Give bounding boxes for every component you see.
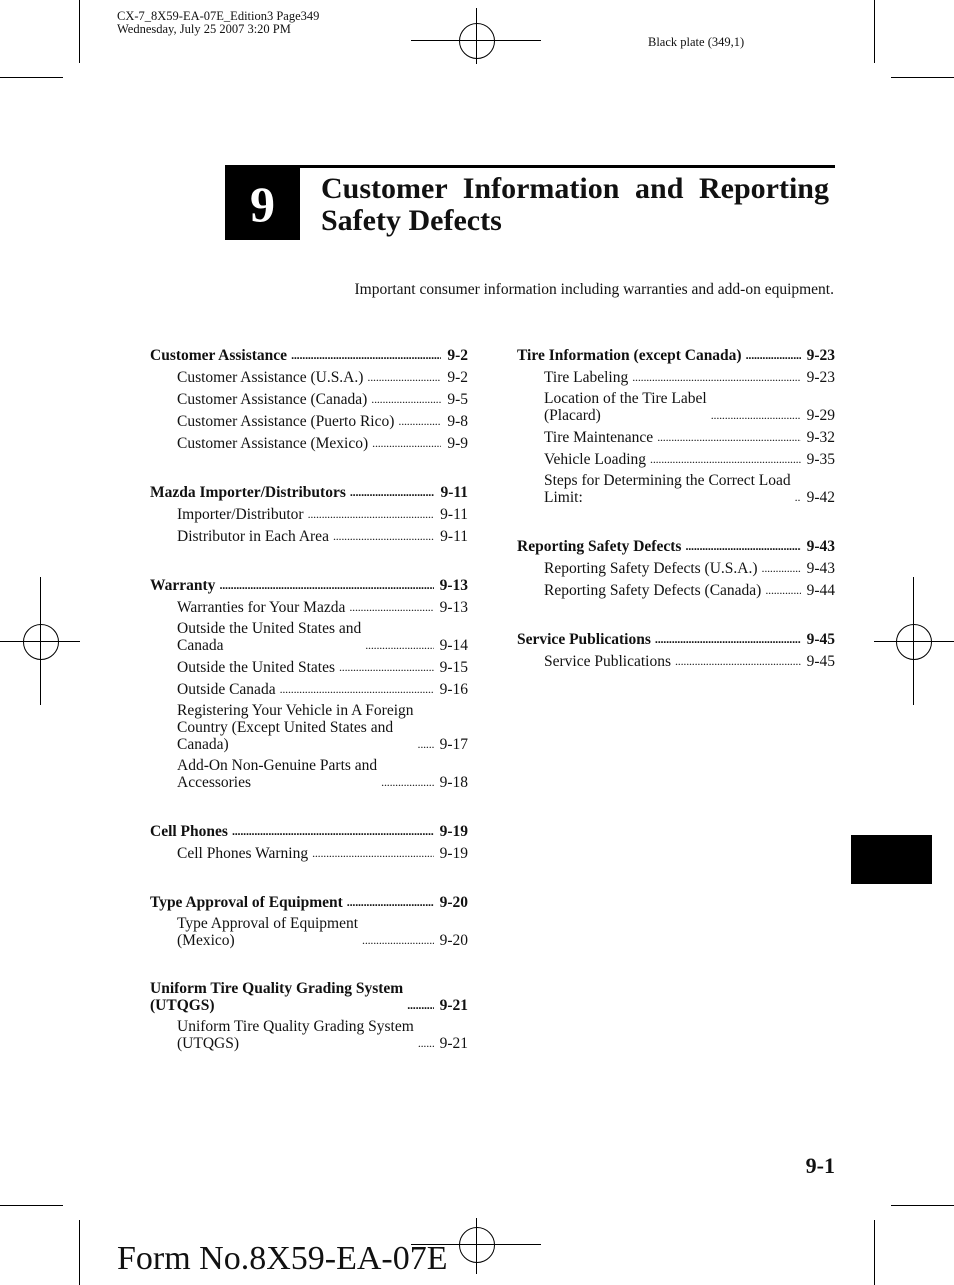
toc-right-column: [517, 345, 835, 700]
toc-entry-page: 9-9: [447, 435, 468, 452]
dot-leader: [381, 773, 433, 791]
toc-entry-page: 9-17: [439, 736, 468, 753]
toc-entry-title: Tire Maintenance: [544, 429, 654, 446]
toc-section: [150, 979, 468, 1052]
toc-entry-title: Vehicle Loading: [544, 451, 647, 468]
toc-entry-page: 9-35: [806, 451, 835, 468]
toc-entry-title: Customer Assistance (Puerto Rico): [177, 413, 395, 430]
toc-entry-page: 9-14: [439, 637, 468, 654]
toc-entry[interactable]: [150, 505, 468, 523]
toc-entry[interactable]: [150, 844, 468, 862]
toc-entry[interactable]: [517, 390, 835, 424]
toc-section-page: 9-43: [806, 538, 835, 555]
dot-leader: [746, 346, 801, 364]
dot-leader: [308, 505, 435, 523]
toc-entry-title: Outside the United States: [177, 659, 335, 676]
toc-entry[interactable]: [150, 390, 468, 408]
dot-leader: [232, 822, 434, 840]
dot-leader: [655, 630, 801, 648]
plate-info: Black plate (349,1): [648, 35, 745, 49]
dot-leader: [711, 406, 801, 424]
date-info: Wednesday, July 25 2007 3:20 PM: [117, 22, 291, 36]
toc-entry[interactable]: [150, 598, 468, 616]
toc-entry-page: 9-8: [447, 413, 468, 430]
toc-section-heading[interactable]: [150, 575, 468, 594]
toc-entry[interactable]: [150, 658, 468, 676]
dot-leader: [350, 483, 435, 501]
toc-entry-page: 9-5: [447, 391, 468, 408]
toc-section-page: 9-45: [806, 631, 835, 648]
toc-section-heading[interactable]: [517, 345, 835, 364]
toc-section-heading[interactable]: [150, 482, 468, 501]
toc-entry[interactable]: [517, 581, 835, 599]
toc-entry-title: Importer/Distributor: [177, 506, 304, 523]
toc-entry-page: 9-45: [806, 653, 835, 670]
toc-entry-title: Registering Your Vehicle in A Foreign Country (Except United States and Canada): [177, 702, 414, 753]
dot-leader: [365, 636, 433, 654]
toc-section: [150, 892, 468, 949]
toc-entry-title: Outside Canada: [177, 681, 276, 698]
toc-entry-page: 9-19: [439, 845, 468, 862]
toc-section-title: Warranty: [150, 577, 216, 594]
dot-leader: [312, 844, 434, 862]
toc-section-title: Mazda Importer/Distributors: [150, 484, 346, 501]
toc-entry-title: Tire Labeling: [544, 369, 629, 386]
toc-entry-page: 9-11: [440, 528, 468, 545]
toc-entry-title: Reporting Safety Defects (U.S.A.): [544, 560, 758, 577]
toc-entry[interactable]: [517, 368, 835, 386]
dot-leader: [795, 488, 801, 506]
dot-leader: [418, 735, 434, 753]
dot-leader: [632, 368, 800, 386]
toc-section: [150, 482, 468, 545]
toc-entry[interactable]: [150, 412, 468, 430]
dot-leader: [349, 598, 433, 616]
toc-entry[interactable]: [517, 652, 835, 670]
toc-entry-title: Customer Assistance (Canada): [177, 391, 368, 408]
dot-leader: [339, 658, 434, 676]
toc-entry-title: Cell Phones Warning: [177, 845, 309, 862]
toc-section: [517, 536, 835, 599]
toc-entry-page: 9-15: [439, 659, 468, 676]
dot-leader: [765, 581, 800, 599]
dot-leader: [347, 893, 434, 911]
toc-section-page: 9-23: [806, 347, 835, 364]
toc-section-title: Cell Phones: [150, 823, 228, 840]
dot-leader: [675, 652, 801, 670]
dot-leader: [685, 537, 800, 555]
toc-section-heading[interactable]: [150, 345, 468, 364]
chapter-title: Customer Information and Reporting Safety Defects: [321, 172, 829, 237]
dot-leader: [418, 1034, 434, 1052]
toc-entry[interactable]: [150, 434, 468, 452]
toc-entry-title: Customer Assistance (Mexico): [177, 435, 369, 452]
toc-section-heading[interactable]: [150, 892, 468, 911]
toc-entry-page: 9-13: [439, 599, 468, 616]
toc-entry[interactable]: [517, 428, 835, 446]
toc-entry-title: Customer Assistance (U.S.A.): [177, 369, 364, 386]
toc-section: [150, 821, 468, 862]
toc-section-page: 9-2: [447, 347, 468, 364]
dot-leader: [372, 434, 441, 452]
dot-leader: [280, 680, 434, 698]
toc-entry-page: 9-21: [439, 1035, 468, 1052]
dot-leader: [657, 428, 800, 446]
toc-entry-page: 9-42: [806, 489, 835, 506]
form-number: Form No.8X59-EA-07E: [117, 1240, 448, 1277]
toc-entry-title: Reporting Safety Defects (Canada): [544, 582, 762, 599]
dot-leader: [762, 559, 801, 577]
dot-leader: [371, 390, 441, 408]
dot-leader: [650, 450, 801, 468]
toc-entry[interactable]: [517, 559, 835, 577]
toc-entry-page: 9-11: [440, 506, 468, 523]
toc-section: [150, 345, 468, 452]
toc-entry[interactable]: [517, 450, 835, 468]
toc-entry-title: Steps for Determining the Correct Load Limit:: [544, 472, 791, 506]
toc-entry-title: Type Approval of Equipment (Mexico): [177, 915, 359, 949]
toc-section-page: 9-21: [439, 997, 468, 1014]
toc-entry-title: Service Publications: [544, 653, 671, 670]
dot-leader: [367, 368, 441, 386]
toc-left-column: [150, 345, 468, 1082]
chapter-intro: Important consumer information including warranties and add-on equipment.: [354, 281, 834, 298]
toc-section-heading[interactable]: [517, 536, 835, 555]
toc-entry[interactable]: [150, 757, 468, 791]
dot-leader: [362, 931, 434, 949]
toc-entry[interactable]: [150, 915, 468, 949]
file-info: CX-7_8X59-EA-07E_Edition3 Page349: [117, 9, 320, 23]
toc-section-heading[interactable]: [150, 979, 468, 1014]
toc-entry-page: 9-44: [806, 582, 835, 599]
dot-leader: [291, 346, 441, 364]
toc-section-heading[interactable]: [150, 821, 468, 840]
toc-entry[interactable]: [150, 1018, 468, 1052]
toc-entry-page: 9-23: [806, 369, 835, 386]
toc-section: [150, 575, 468, 791]
toc-entry-page: 9-29: [806, 407, 835, 424]
toc-section-title: Type Approval of Equipment: [150, 894, 343, 911]
chapter-thumb-tab: [851, 835, 932, 884]
dot-leader: [219, 576, 433, 594]
toc-entry-title: Distributor in Each Area: [177, 528, 329, 545]
dot-leader: [333, 527, 434, 545]
dot-leader: [398, 412, 441, 430]
toc-entry-page: 9-43: [806, 560, 835, 577]
toc-section-title: Tire Information (except Canada): [517, 347, 742, 364]
toc-entry-title: Outside the United States and Canada: [177, 620, 362, 654]
toc-entry-page: 9-16: [439, 681, 468, 698]
toc-section: [517, 629, 835, 670]
toc-entry[interactable]: [517, 472, 835, 506]
toc-section-title: Service Publications: [517, 631, 651, 648]
toc-section: [517, 345, 835, 506]
chapter-number: 9: [225, 165, 300, 240]
toc-section-heading[interactable]: [517, 629, 835, 648]
toc-entry-page: 9-18: [439, 774, 468, 791]
toc-entry-title: Add-On Non-Genuine Parts and Accessories: [177, 757, 378, 791]
chapter-rule: [225, 165, 835, 168]
toc-section-page: 9-19: [439, 823, 468, 840]
toc-entry[interactable]: [150, 620, 468, 654]
toc-entry[interactable]: [150, 527, 468, 545]
toc-section-title: Reporting Safety Defects: [517, 538, 682, 555]
toc-section-page: 9-13: [439, 577, 468, 594]
toc-entry-page: 9-20: [439, 932, 468, 949]
toc-entry-title: Warranties for Your Mazda: [177, 599, 346, 616]
toc-entry[interactable]: [150, 680, 468, 698]
page-number: 9-1: [805, 1153, 835, 1178]
toc-entry[interactable]: [150, 702, 468, 753]
toc-entry-title: Location of the Tire Label (Placard): [544, 390, 707, 424]
dot-leader: [407, 996, 433, 1014]
toc-entry-title: Uniform Tire Quality Grading System (UTQGS): [177, 1018, 414, 1052]
toc-section-page: 9-11: [440, 484, 468, 501]
toc-section-title: Customer Assistance: [150, 347, 288, 364]
toc-entry[interactable]: [150, 368, 468, 386]
toc-entry-page: 9-32: [806, 429, 835, 446]
toc-entry-page: 9-2: [447, 369, 468, 386]
toc-section-page: 9-20: [439, 894, 468, 911]
toc-section-title: Uniform Tire Quality Grading System (UTQGS): [150, 980, 404, 1014]
